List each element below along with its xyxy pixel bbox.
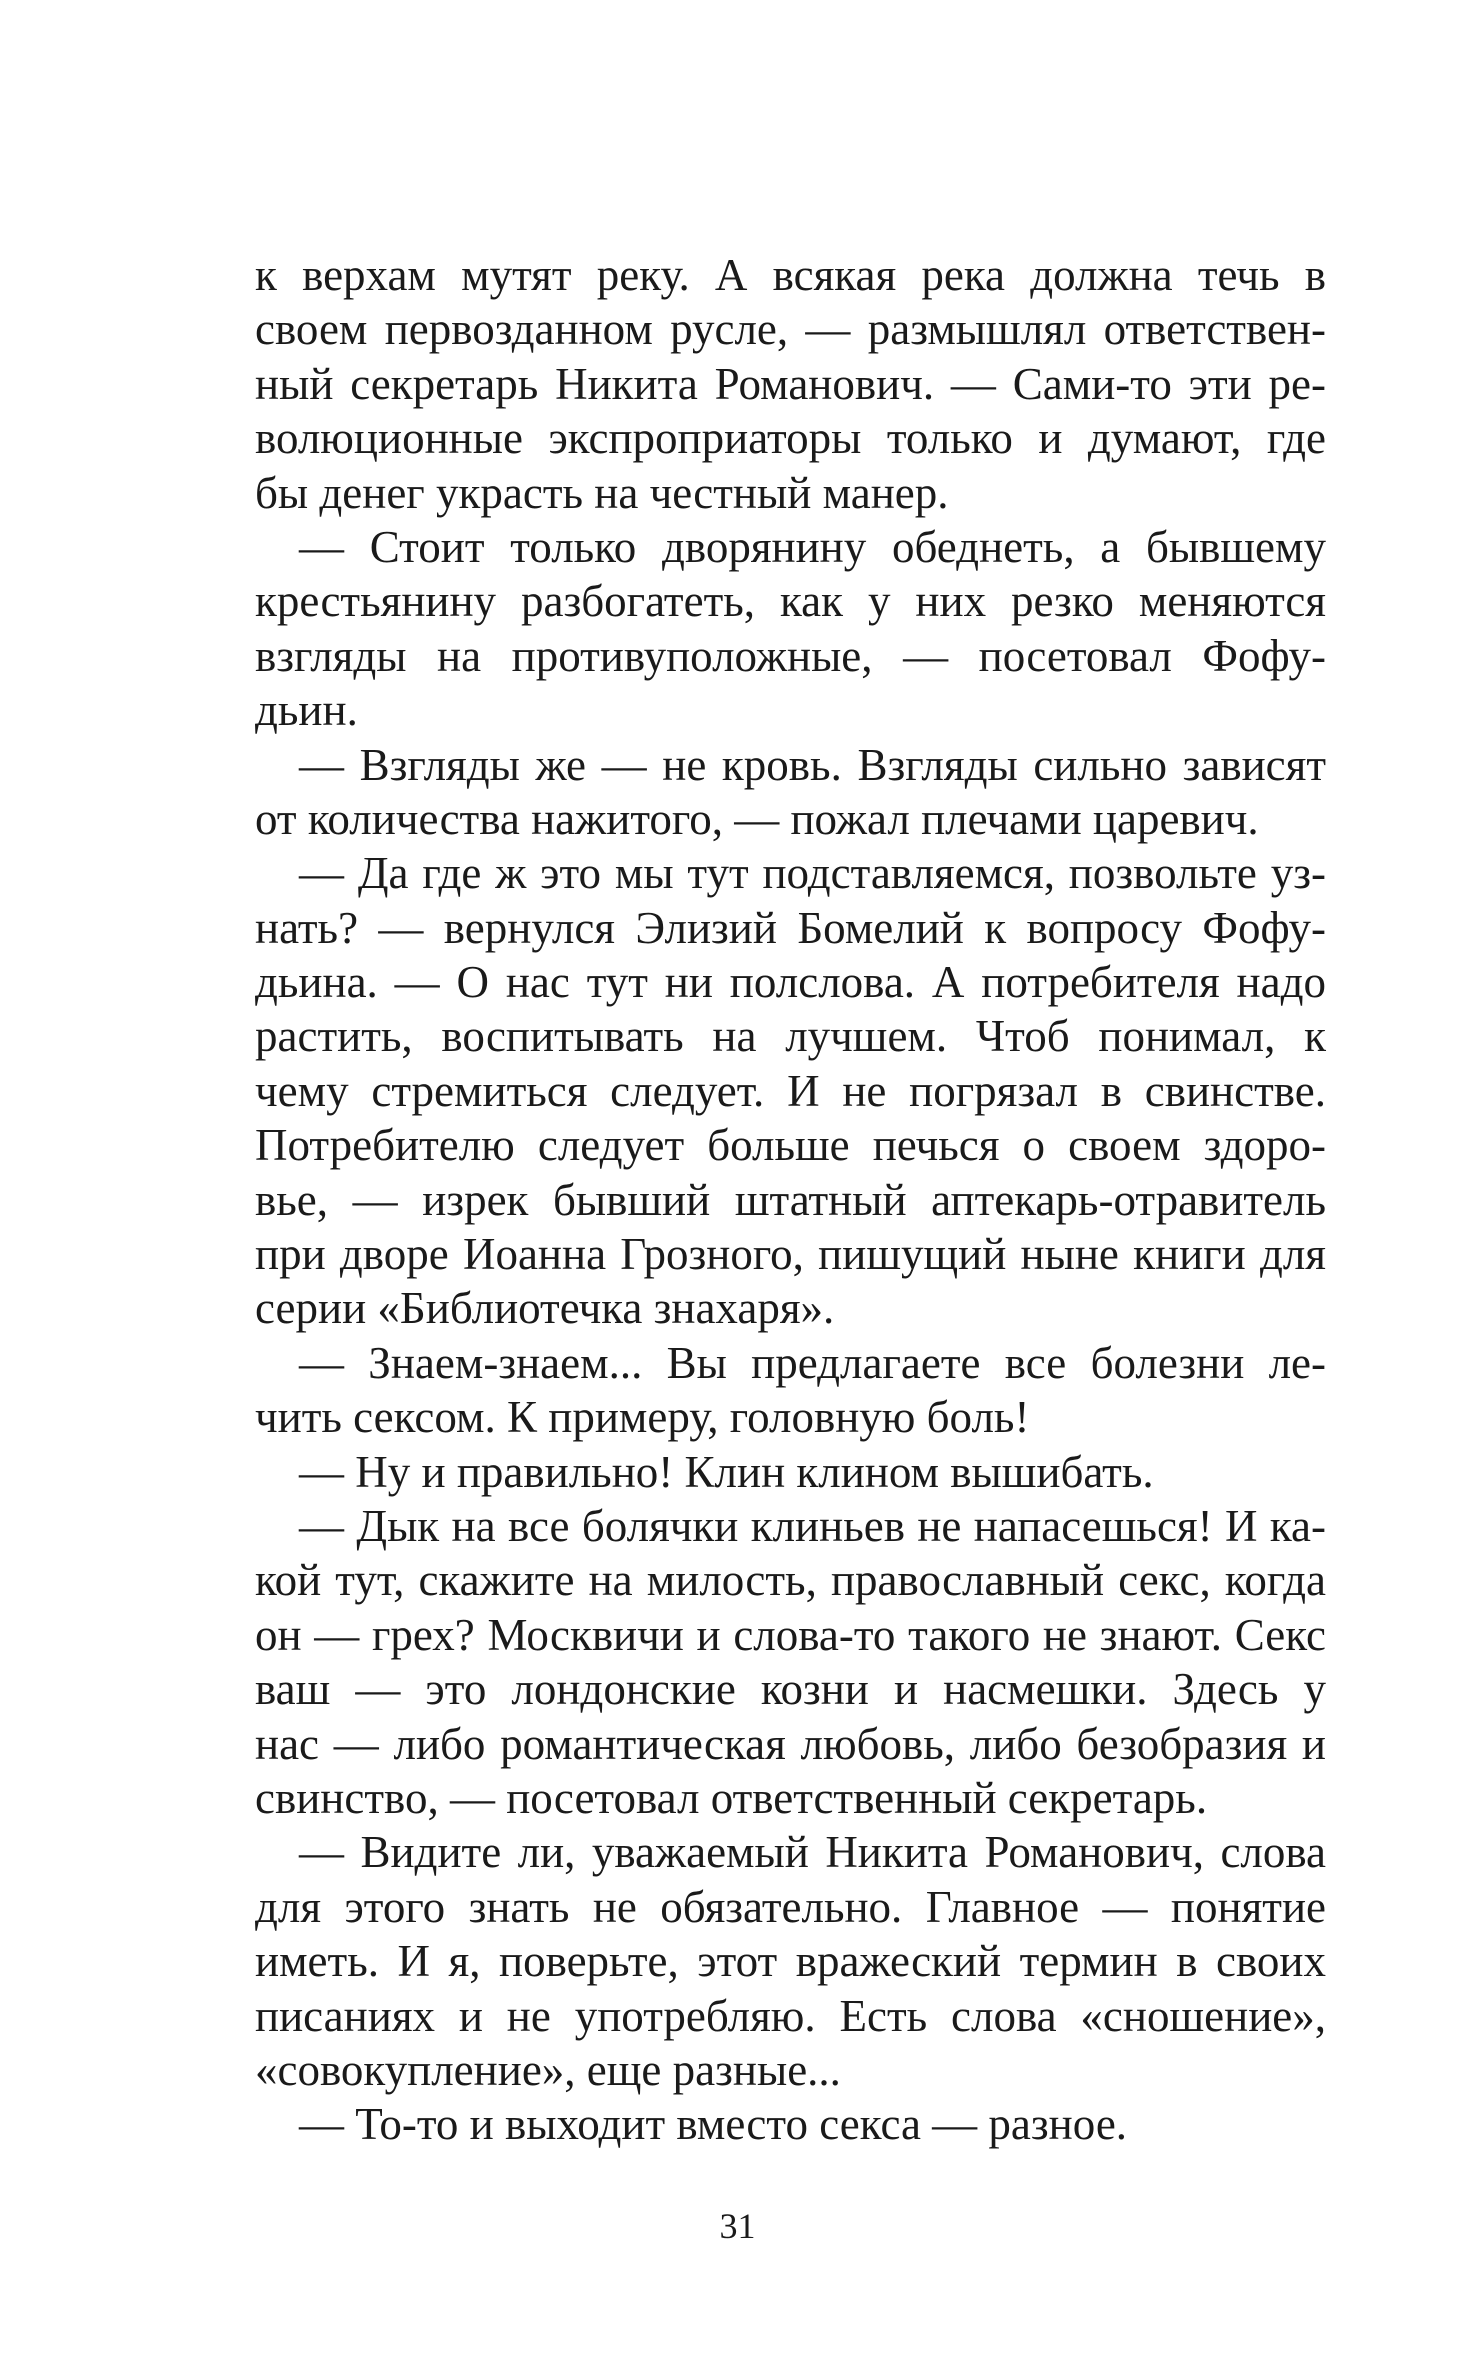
text-line: растить, воспитывать на лучшем. Чтоб понимал, к bbox=[255, 1011, 1326, 1062]
page-number: 31 bbox=[719, 2206, 756, 2246]
text-line: — Взгляды же — не кровь. Взгляды сильно зависят bbox=[299, 739, 1326, 790]
text-line: — Знаем-знаем... Вы предлагаете все болезни ле- bbox=[299, 1337, 1326, 1388]
text-line: — Ну и правильно! Клин клином вышибать. bbox=[299, 1446, 1154, 1497]
text-line: к верхам мутят реку. А всякая река должна течь в bbox=[255, 250, 1326, 300]
text-line: чему стремиться следует. И не погрязал в свинстве. bbox=[255, 1065, 1326, 1116]
text-line: писаниях и не употребляю. Есть слова «сношение», bbox=[255, 1990, 1326, 2041]
text-line: волюционные экспроприаторы только и думают, где bbox=[255, 413, 1326, 464]
text-line: дьин. bbox=[255, 685, 358, 736]
text-line: бы денег украсть на честный манер. bbox=[255, 467, 949, 518]
text-line: он — грех? Москвичи и слова-то такого не знают. Секс bbox=[255, 1609, 1326, 1660]
text-line: — Дык на все болячки клиньев не напасешься! И ка- bbox=[299, 1500, 1326, 1551]
text-line: серии «Библиотечка знахаря». bbox=[255, 1283, 835, 1334]
text-line: вье, — изрек бывший штатный аптекарь-отравитель bbox=[255, 1174, 1326, 1225]
text-line: от количества нажитого, — пожал плечами царевич. bbox=[255, 793, 1259, 844]
text-line: при дворе Иоанна Грозного, пишущий ныне книги для bbox=[255, 1229, 1326, 1280]
text-line: иметь. И я, поверьте, этот вражеский термин в своих bbox=[255, 1936, 1326, 1987]
text-line: для этого знать не обязательно. Главное — понятие bbox=[255, 1881, 1326, 1932]
text-line: своем первозданном русле, — размышлял ответствен- bbox=[255, 304, 1326, 355]
text-line: свинство, — посетовал ответственный секретарь. bbox=[255, 1772, 1208, 1823]
text-line: крестьянину разбогатеть, как у них резко меняются bbox=[255, 576, 1326, 627]
text-line: нать? — вернулся Элизий Бомелий к вопросу Фофу- bbox=[255, 902, 1326, 953]
text-line: — Стоит только дворянину обеднеть, а бывшему bbox=[299, 521, 1326, 572]
body-text bbox=[255, 248, 1326, 2152]
text-line: — Видите ли, уважаемый Никита Романович, слова bbox=[299, 1827, 1326, 1878]
text-line: ный секретарь Никита Романович. — Сами-то эти ре- bbox=[255, 358, 1326, 409]
text-line: — Да где ж это мы тут подставляемся, позвольте уз- bbox=[299, 848, 1326, 899]
text-line: нас — либо романтическая любовь, либо безобразия и bbox=[255, 1718, 1326, 1769]
text-line: дьина. — О нас тут ни полслова. А потребителя надо bbox=[255, 957, 1326, 1008]
text-line: ваш — это лондонские козни и насмешки. Здесь у bbox=[255, 1664, 1326, 1715]
text-line: — То-то и выходит вместо секса — разное. bbox=[299, 2099, 1128, 2150]
text-line: «совокупление», еще разные... bbox=[255, 2044, 841, 2095]
text-line: чить сексом. К примеру, головную боль! bbox=[255, 1392, 1030, 1443]
text-line: взгляды на противуположные, — посетовал Фофу- bbox=[255, 630, 1326, 681]
text-line: Потребителю следует больше печься о своем здоро- bbox=[255, 1120, 1326, 1171]
text-line: кой тут, скажите на милость, православный секс, когда bbox=[255, 1555, 1326, 1606]
